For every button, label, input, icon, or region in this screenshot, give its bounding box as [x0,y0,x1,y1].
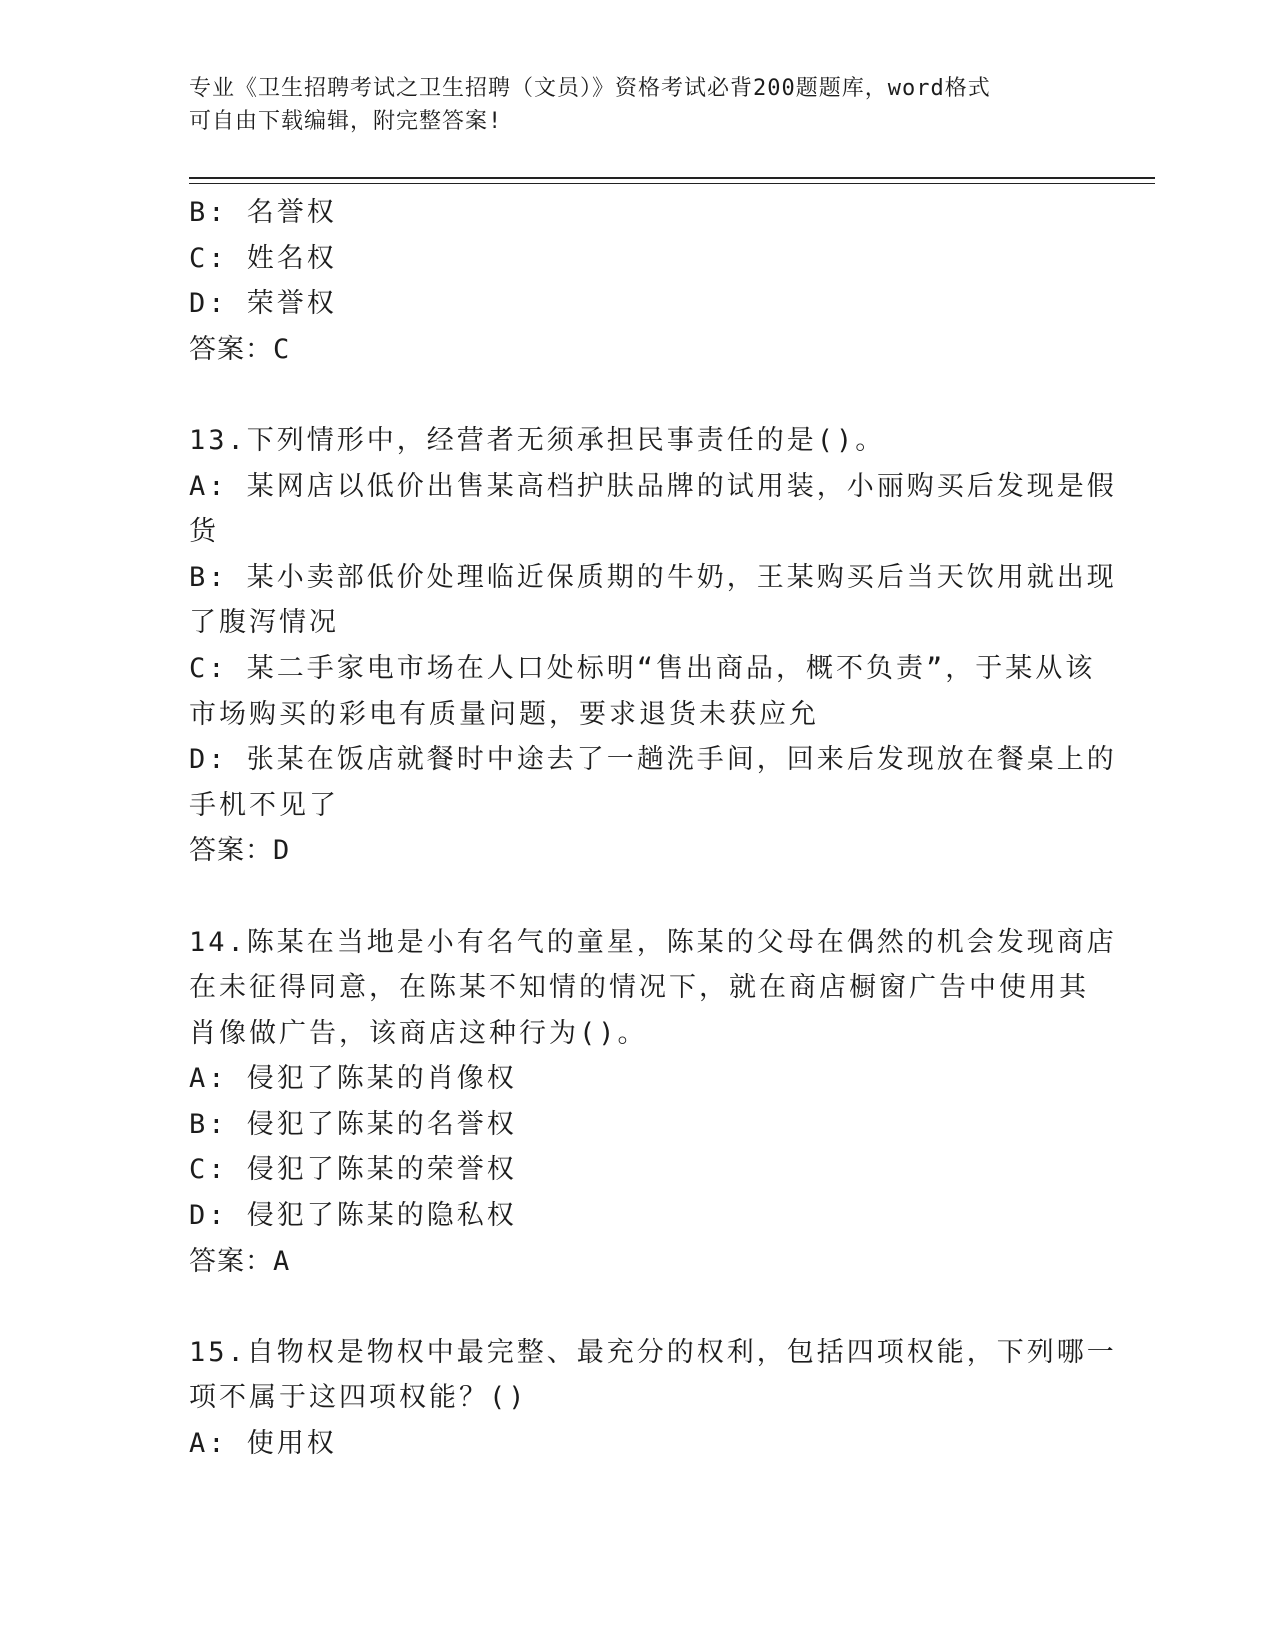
option-a: A: 侵犯了陈某的肖像权 [189,1063,517,1095]
option-d: D: 张某在饭店就餐时中途去了一趟洗手间，回来后发现放在餐桌上的 [189,744,1117,776]
option-b-cont: 了腹泻情况 [189,607,339,639]
document-body [189,190,1117,1467]
header-rule-thick [189,177,1155,179]
question-stem: 15.自物权是物权中最完整、最充分的权利，包括四项权能，下列哪一 [189,1336,1117,1368]
header-line-1: 专业《卫生招聘考试之卫生招聘（文员）》资格考试必背200题题库，word格式 [189,76,991,101]
option-a: A: 使用权 [189,1428,337,1460]
document-header [189,72,1069,138]
header-line-2: 可自由下载编辑，附完整答案! [189,109,503,134]
spacer [189,1284,1089,1330]
question-13 [189,418,1117,874]
option-c: C: 姓名权 [189,242,337,274]
option-b: B: 某小卖部低价处理临近保质期的牛奶，王某购买后当天饮用就出现 [189,561,1117,593]
option-a-cont: 货 [189,516,219,548]
answer-line: 答案：D [189,835,291,867]
answer-line: 答案：A [189,1245,291,1277]
option-b: B: 名誉权 [189,197,337,228]
option-a: A: 某网店以低价出售某高档护肤品牌的试用装，小丽购买后发现是假 [189,470,1117,502]
option-d-cont: 手机不见了 [189,789,339,821]
option-c: C: 侵犯了陈某的荣誉权 [189,1154,517,1186]
question-stem-cont: 肖像做广告，该商店这种行为()。 [189,1017,648,1049]
option-c-cont: 市场购买的彩电有质量问题，要求退货未获应允 [189,698,819,730]
question-15 [189,1330,1117,1467]
question-stem-cont: 在未征得同意，在陈某不知情的情况下，就在商店橱窗广告中使用其 [189,972,1089,1004]
question-stem-cont: 项不属于这四项权能？() [189,1382,528,1414]
question-14 [189,920,1117,1285]
spacer [189,372,1089,418]
option-c: C: 某二手家电市场在人口处标明“售出商品，概不负责”，于某从该 [189,652,1096,684]
option-b: B: 侵犯了陈某的名誉权 [189,1108,517,1140]
option-d: D: 荣誉权 [189,288,337,320]
question-12-tail [189,190,1089,372]
header-rule-thin [189,183,1155,184]
question-stem: 13.下列情形中，经营者无须承担民事责任的是()。 [189,424,886,456]
spacer [189,874,1089,920]
answer-line: 答案：C [189,333,291,365]
option-d: D: 侵犯了陈某的隐私权 [189,1200,517,1232]
question-stem: 14.陈某在当地是小有名气的童星，陈某的父母在偶然的机会发现商店 [189,926,1117,958]
